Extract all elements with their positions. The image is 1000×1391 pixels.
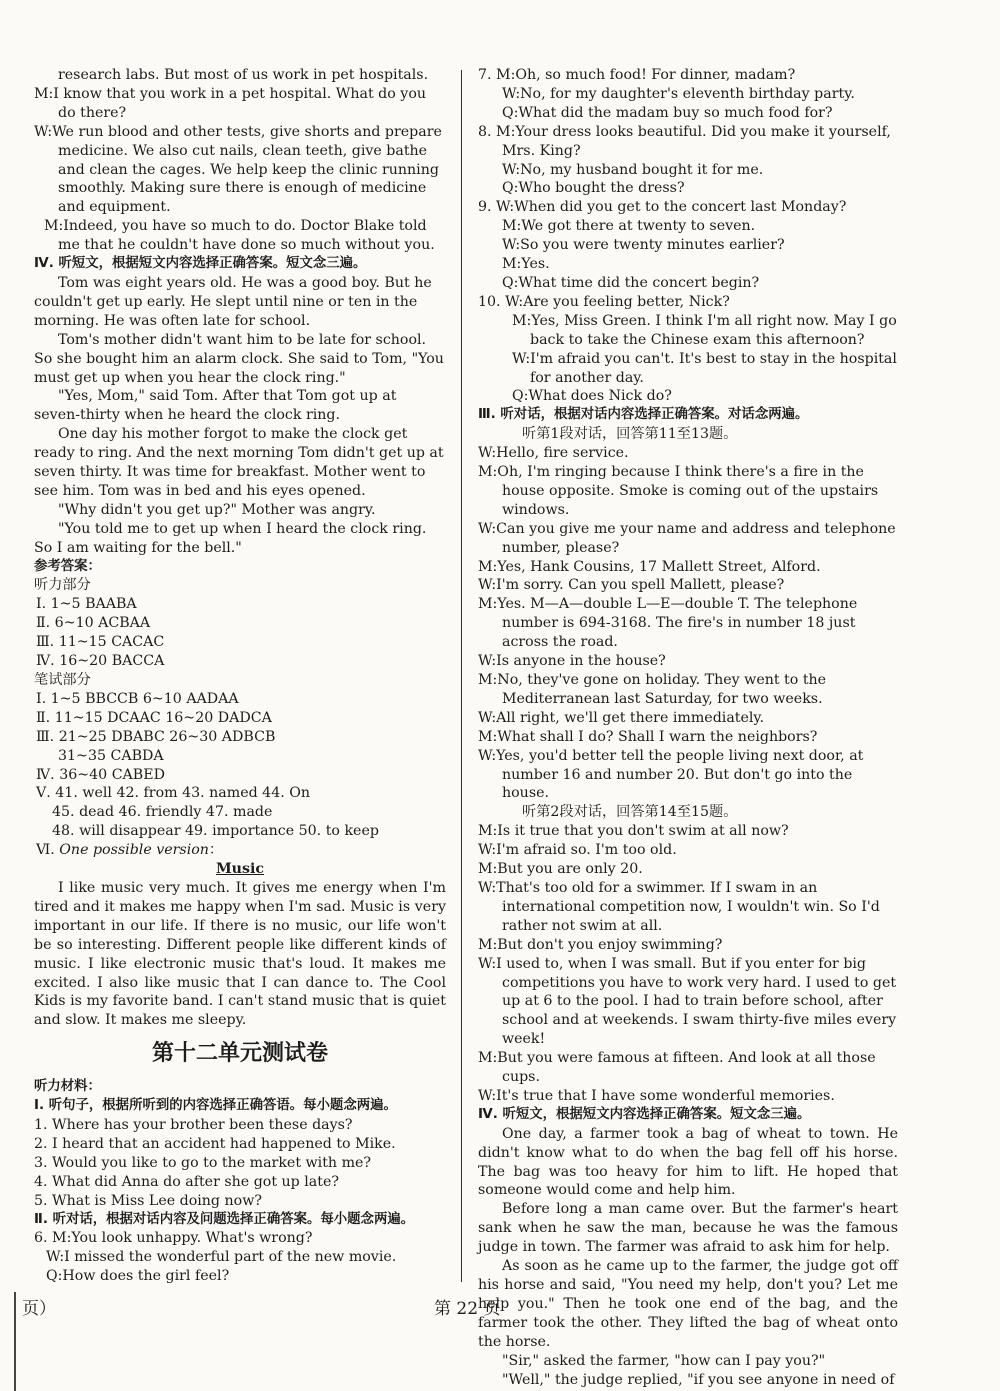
dialogue-line: W:So you were twenty minutes earlier?	[502, 237, 785, 254]
dialogue-line: W:I missed the wonderful part of the new movie.	[46, 1249, 397, 1266]
answer-line: Ⅲ. 11~15 CACAC	[36, 634, 165, 651]
section-heading: Ⅳ. 听短文，根据短文内容选择正确答案。短文念三遍。	[478, 1106, 811, 1122]
sentence-item: 4. What did Anna do after she got up late?	[34, 1173, 339, 1190]
answer-line: Ⅲ. 21~25 DBABC 26~30 ADBCB	[36, 728, 276, 745]
story-paragraph: One day his mother forgot to make the clock get ready to ring. And the next morning Tom didn't get up at seven thirty. It was time for breakfast. Mother went to see him. Tom was in bed and his eyes opened.	[34, 426, 444, 499]
answer-line: Ⅳ. 36~40 CABED	[36, 766, 165, 783]
dialogue-line: W:I used to, when I was small. But if you enter for big competitions you have to work very hard. I used to get up at 6 to the pool. I had to train before school, after school and at weekends. I swam thirty-five miles every week!	[478, 955, 897, 1048]
writing-answers-title: 笔试部分	[34, 672, 91, 688]
sentence-item: 2. I heard that an accident had happened to Mike.	[34, 1135, 396, 1152]
right-column	[478, 66, 898, 1389]
story-paragraph: "Yes, Mom," said Tom. After that Tom got up at seven-thirty when he heard the clock ring.	[34, 388, 397, 424]
dialogue-line: W:No, for my daughter's eleventh birthday party.	[502, 85, 855, 102]
story-paragraph: As soon as he came up to the farmer, the judge got off his horse and said, "You need my help, don't you? Let me help you." Then he took one end of the bag, and the farmer took the other. They lifted the bag of wheat onto the horse.	[478, 1258, 898, 1350]
dialogue-line: M:Yes, Miss Green. I think I'm all right now. May I go back to take the Chinese exam this afternoon?	[512, 312, 897, 348]
dialogue-line: 7. M:Oh, so much food! For dinner, madam?	[478, 67, 796, 83]
dialogue-question: Q:What time did the concert begin?	[502, 274, 760, 291]
dialogue-line: W:We run blood and other tests, give shorts and prepare medicine. We also cut nails, clean teeth, give bathe and clean the cages. We help keep the clinic running smoothly. Making sure there is enough of medicine and equipment.	[34, 123, 442, 216]
dialogue-line: M:Indeed, you have so much to do. Doctor Blake told me that he couldn't have done so much without you.	[44, 218, 435, 254]
dialogue-line: W:I'm afraid you can't. It's best to stay in the hospital for another day.	[512, 350, 897, 386]
materials-heading: 听力材料：	[34, 1079, 101, 1095]
story-paragraph: Before long a man came over. But the farmer's heart sank when he saw the man, because he was the famous judge in town. The farmer was afraid to ask him for help.	[478, 1201, 898, 1256]
left-column	[34, 66, 446, 1286]
answer-line: 45. dead 46. friendly 47. made	[52, 804, 273, 821]
dialogue-line: M:But you were famous at fifteen. And look at all those cups.	[478, 1050, 876, 1086]
answer-line: Ⅱ. 11~15 DCAAC 16~20 DADCA	[36, 709, 272, 726]
dialogue-line: M:Oh, I'm ringing because I think there's a fire in the house opposite. Smoke is coming out of the upstairs windows.	[478, 464, 879, 518]
answer-line: 31~35 CABDA	[58, 747, 164, 764]
dialogue-line: W:All right, we'll get there immediately.	[478, 709, 765, 726]
answer-line: Ⅳ. 16~20 BACCA	[36, 653, 165, 670]
answers-heading: 参考答案：	[34, 558, 101, 574]
version-label: Ⅵ. One possible version：	[36, 842, 224, 859]
story-paragraph: "Sir," asked the farmer, "how can I pay you?"	[502, 1352, 826, 1369]
section-heading: Ⅰ. 听句子，根据所听到的内容选择正确答语。每小题念两遍。	[34, 1098, 397, 1114]
dialogue-line: M:We got there at twenty to seven.	[502, 218, 756, 235]
dialogue-line: W:That's too old for a swimmer. If I swam in an international competition now, I wouldn't win. So I'd rather not swim at all.	[478, 879, 880, 934]
dialogue-line: W:I'm afraid so. I'm too old.	[478, 842, 677, 859]
dialogue-question: Q:What does Nick do?	[512, 388, 672, 405]
listening-answers-title: 听力部分	[34, 577, 91, 594]
dialogue-line: M:But you are only 20.	[478, 861, 643, 878]
dialogue-line: M:No, they've gone on holiday. They went to the Mediterranean last Saturday, for two weeks.	[478, 672, 827, 707]
dialogue-line: M:Yes. M—A—double L—E—double T. The telephone number is 694-3168. The fire's in number 18 just across the road.	[478, 596, 858, 651]
sentence-item: 1. Where has your brother been these days?	[34, 1117, 353, 1134]
dialogue-line: M:Yes, Hank Cousins, 17 Mallett Street, Alford.	[478, 558, 821, 575]
answer-line: Ⅰ. 1~5 BBCCB 6~10 AADAA	[36, 690, 239, 707]
dialogue-line: M:What shall I do? Shall I warn the neighbors?	[478, 728, 818, 745]
answer-line: Ⅱ. 6~10 ACBAA	[36, 615, 151, 632]
sub-heading: 听第2段对话，回答第14至15题。	[522, 804, 738, 821]
unit-test-title: 第十二单元测试卷	[151, 1041, 328, 1067]
page-number: 第 22 页	[434, 1299, 501, 1319]
dialogue-line: 10. W:Are you feeling better, Nick?	[478, 293, 730, 310]
answer-line: Ⅴ. 41. well 42. from 43. named 44. On	[36, 785, 311, 802]
dialogue-line: 6. M:You look unhappy. What's wrong?	[34, 1230, 313, 1247]
section-heading: Ⅳ. 听短文，根据短文内容选择正确答案。短文念三遍。	[34, 256, 367, 272]
story-paragraph: "You told me to get up when I heard the clock ring. So I am waiting for the bell."	[34, 520, 427, 556]
dialogue-line: W:It's true that I have some wonderful memories.	[478, 1087, 835, 1104]
dialogue-line: W:I'm sorry. Can you spell Mallett, please?	[478, 577, 785, 594]
dialogue-line: M:Is it true that you don't swim at all now?	[478, 823, 789, 840]
story-paragraph: "Well," the judge replied, "if you see anyone in need of	[502, 1371, 895, 1388]
story-paragraph: Tom's mother didn't want him to be late for school. So she bought him an alarm clock. She said to Tom, "You must get up when you hear the clock ring."	[34, 331, 444, 386]
dialogue-line: M:But don't you enjoy swimming?	[478, 936, 723, 953]
story-paragraph: One day, a farmer took a bag of wheat to town. He didn't know what to do when the bag fell off his horse. The bag was too heavy for him to lift. He hoped that someone would come and help him.	[478, 1125, 898, 1199]
essay-title: Music	[215, 861, 265, 878]
dialogue-line: W:No, my husband bought it for me.	[502, 161, 764, 178]
dialogue-line: 8. M:Your dress looks beautiful. Did you make it yourself, Mrs. King?	[478, 123, 891, 159]
sub-heading: 听第1段对话，回答第11至13题。	[522, 426, 738, 443]
dialogue-line: M:Yes.	[502, 256, 550, 273]
dialogue-line: W:Yes, you'd better tell the people living next door, at number 16 and number 20. But don't go into the house.	[478, 747, 864, 802]
footer-left-mark: 页）	[22, 1299, 56, 1319]
dialogue-line: M:I know that you work in a pet hospital. What do you do there?	[34, 85, 426, 121]
section-heading: Ⅱ. 听对话，根据对话内容及问题选择正确答案。每小题念两遍。	[34, 1211, 415, 1227]
dialogue-question: Q:What did the madam buy so much food for?	[502, 104, 833, 121]
page-edge-bar	[14, 1292, 16, 1391]
answer-line: Ⅰ. 1~5 BAABA	[36, 596, 137, 613]
section-heading: Ⅲ. 听对话，根据对话内容选择正确答案。对话念两遍。	[478, 407, 809, 423]
dialogue-line: W:Hello, fire service.	[478, 445, 629, 462]
sentence-item: 3. Would you like to go to the market with me?	[34, 1154, 372, 1171]
story-paragraph: "Why didn't you get up?" Mother was angry.	[58, 501, 376, 518]
dialogue-line: W:Is anyone in the house?	[478, 653, 666, 670]
dialogue-line: W:Can you give me your name and address and telephone number, please?	[478, 520, 896, 556]
dialogue-question: Q:Who bought the dress?	[502, 180, 685, 197]
essay-text: I like music very much. It gives me energy when I'm tired and it makes me happy when I'm sad. Music is very important in our life. If there is no music, our life won't be so interesting. Different people like different kinds of music. I like electronic music that's loud. It makes me excited. I also like music that I can dance to. The Cool Kids is my favorite band. I can't stand music that is quiet and slow. It makes me sleepy.	[34, 879, 446, 1029]
sentence-item: 5. What is Miss Lee doing now?	[34, 1192, 262, 1209]
answer-line: 48. will disappear 49. importance 50. to keep	[52, 823, 379, 840]
dialogue-question: Q:How does the girl feel?	[46, 1268, 230, 1285]
dialogue-line: 9. W:When did you get to the concert last Monday?	[478, 199, 847, 216]
paragraph: research labs. But most of us work in pet hospitals.	[58, 67, 429, 83]
story-paragraph: Tom was eight years old. He was a good boy. But he couldn't get up early. He slept until nine or ten in the morning. He was often late for school.	[34, 274, 432, 329]
